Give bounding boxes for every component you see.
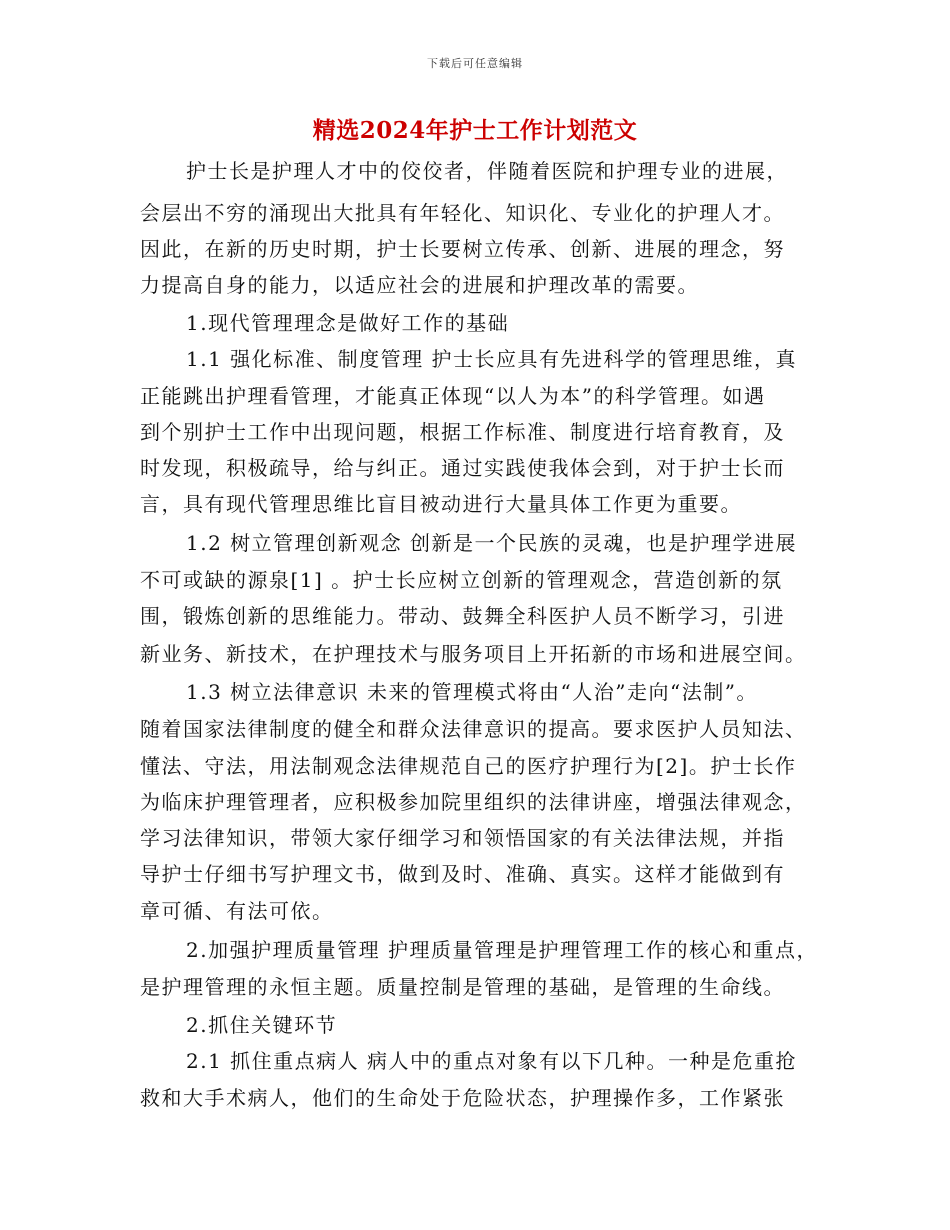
body-line: 围，锻炼创新的思维能力。带动、鼓舞全科医护人员不断学习，引进 xyxy=(140,604,785,628)
body-line: 为临床护理管理者，应积极参加院里组织的法律讲座，增强法律观念， xyxy=(140,790,807,814)
body-line: 学习法律知识，带领大家仔细学习和领悟国家的有关法律法规，并指 xyxy=(140,826,785,850)
document-title: 精选2024年护士工作计划范文 xyxy=(312,117,638,144)
body-line: 不可或缺的源泉[1] 。护士长应树立创新的管理观念，营造创新的氛 xyxy=(140,568,783,592)
body-line: 到个别护士工作中出现问题，根据工作标准、制度进行培育教育，及 xyxy=(140,420,785,444)
body-line: 1.3 树立法律意识 未来的管理模式将由“人治”走向“法制”。 xyxy=(186,680,758,704)
body-line: 懂法、守法，用法制观念法律规范自己的医疗护理行为[2]。护士长作 xyxy=(140,754,797,778)
body-line: 因此，在新的历史时期，护士长要树立传承、创新、进展的理念，努 xyxy=(140,237,785,261)
body-line: 正能跳出护理看管理，才能真正体现“以人为本”的科学管理。如遇 xyxy=(140,384,766,408)
body-line: 是护理管理的永恒主题。质量控制是管理的基础，是管理的生命线。 xyxy=(140,975,785,999)
body-line: 言，具有现代管理思维比盲目被动进行大量具体工作更为重要。 xyxy=(140,492,742,516)
body-line: 救和大手术病人，他们的生命处于危险状态，护理操作多，工作紧张 xyxy=(140,1086,785,1110)
body-line: 2.加强护理质量管理 护理质量管理是护理管理工作的核心和重点， xyxy=(186,938,818,962)
section-heading: 1.现代管理理念是做好工作的基础 xyxy=(186,311,510,335)
body-line: 2.1 抓住重点病人 病人中的重点对象有以下几种。一种是危重抢 xyxy=(186,1049,798,1073)
body-line: 力提高自身的能力，以适应社会的进展和护理改革的需要。 xyxy=(140,273,699,297)
body-line: 1.1 强化标准、制度管理 护士长应具有先进科学的管理思维，真 xyxy=(186,347,798,371)
body-line: 护士长是护理人才中的佼佼者，伴随着医院和护理专业的进展， xyxy=(186,159,788,183)
body-line: 会层出不穷的涌现出大批具有年轻化、知识化、专业化的护理人才。 xyxy=(140,201,785,225)
page-header: 下载后可任意编辑 xyxy=(427,57,523,70)
body-line: 时发现，积极疏导，给与纠正。通过实践使我体会到，对于护士长而 xyxy=(140,456,785,480)
body-line: 新业务、新技术，在护理技术与服务项目上开拓新的市场和进展空间。 xyxy=(140,642,807,666)
body-line: 章可循、有法可依。 xyxy=(140,899,334,923)
body-line: 导护士仔细书写护理文书，做到及时、准确、真实。这样才能做到有 xyxy=(140,862,785,886)
body-line: 1.2 树立管理创新观念 创新是一个民族的灵魂，也是护理学进展 xyxy=(186,531,798,555)
section-heading: 2.抓住关键环节 xyxy=(186,1013,338,1037)
body-line: 随着国家法律制度的健全和群众法律意识的提高。要求医护人员知法、 xyxy=(140,717,807,741)
